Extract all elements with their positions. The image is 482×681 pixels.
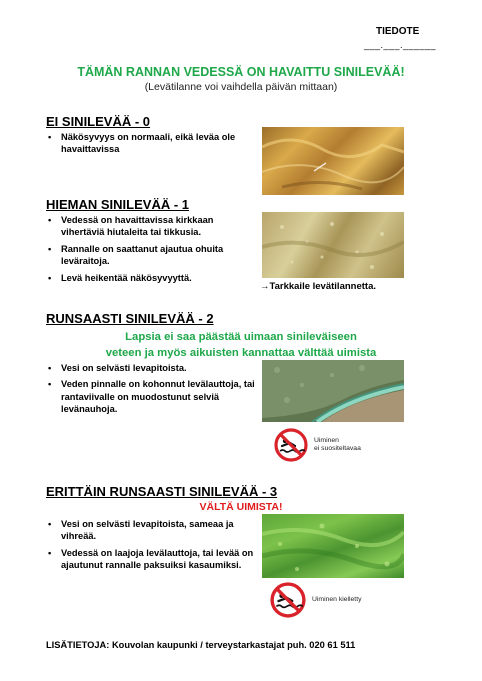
heavy-algae-shore-photo — [262, 360, 404, 422]
children-warning-line2: veteen ja myös aikuisten kannattaa välttää uimista — [105, 347, 377, 359]
section-0-heading: EI SINILEVÄÄ - 0 — [46, 114, 151, 129]
page-title: TÄMÄN RANNAN VEDESSÄ ON HAVAITTU SINILEVÄÄ! — [77, 65, 405, 79]
list-item: • Vedessä on havaittavissa kirkkaan vihertäviä hiutaleita tai tikkusia. — [48, 215, 214, 238]
avoid-swimming-warning: VÄLTÄ UIMISTA! — [199, 501, 283, 513]
list-item: • Vesi on selvästi levapitoista. — [48, 363, 187, 373]
algae-bloom-photo — [262, 514, 404, 578]
section-3-bullets — [46, 518, 256, 576]
light-algae-photo — [262, 212, 404, 278]
list-item: • Rannalle on saattanut ajautua ohuita leväraitoja. — [48, 243, 224, 267]
clear-water-photo — [262, 127, 404, 195]
contact-footer: LISÄTIETOJA: Kouvolan kaupunki / terveystarkastajat puh. 020 61 511 — [46, 640, 356, 650]
watch-note: →Tarkkaile levätilannetta. — [260, 281, 376, 292]
page-subtitle: (Levätilanne voi vaihdella päivän mittaan) — [144, 81, 338, 93]
list-item: • Näkösyvyys on normaali, eikä leväa ole havaittavissa — [48, 132, 236, 155]
swimming-not-recommended-label: Uiminen ei suositeltavaa — [314, 437, 361, 452]
section-1-heading: HIEMAN SINILEVÄÄ - 1 — [46, 197, 190, 212]
section-2-bullets — [46, 362, 256, 420]
no-swimming-sign-icon — [274, 428, 308, 462]
swimming-prohibited-label: Uiminen kielletty — [312, 596, 362, 603]
list-item: • Vesi on selvästi levapitoista, sameaa ja vihreää. — [48, 519, 234, 542]
children-warning-line1: Lapsia ei saa päästää uimaan sinileväiseen — [125, 331, 357, 343]
list-item: • Levä heikentää näkösyvyyttä. — [48, 272, 192, 283]
no-swimming-sign-icon — [270, 582, 304, 616]
list-item: • Vedessä on laajoja levälauttoja, tai levää on ajautunut rannalle paksuiksi kasaumiksi. — [48, 547, 254, 571]
date-line: ___.___.______ — [364, 40, 437, 50]
section-0-bullets — [46, 131, 246, 160]
list-item: • Veden pinnalle on kohonnut levälauttoja, tai rantaviivalle on muodostunut selviä levänauhoja. — [48, 379, 255, 415]
section-1-bullets — [46, 214, 246, 288]
section-3-heading: ERITTÄIN RUNSAASTI SINILEVÄÄ - 3 — [46, 484, 278, 499]
section-2-heading: RUNSAASTI SINILEVÄÄ - 2 — [46, 311, 214, 326]
notice-label: TIEDOTE — [376, 26, 420, 37]
